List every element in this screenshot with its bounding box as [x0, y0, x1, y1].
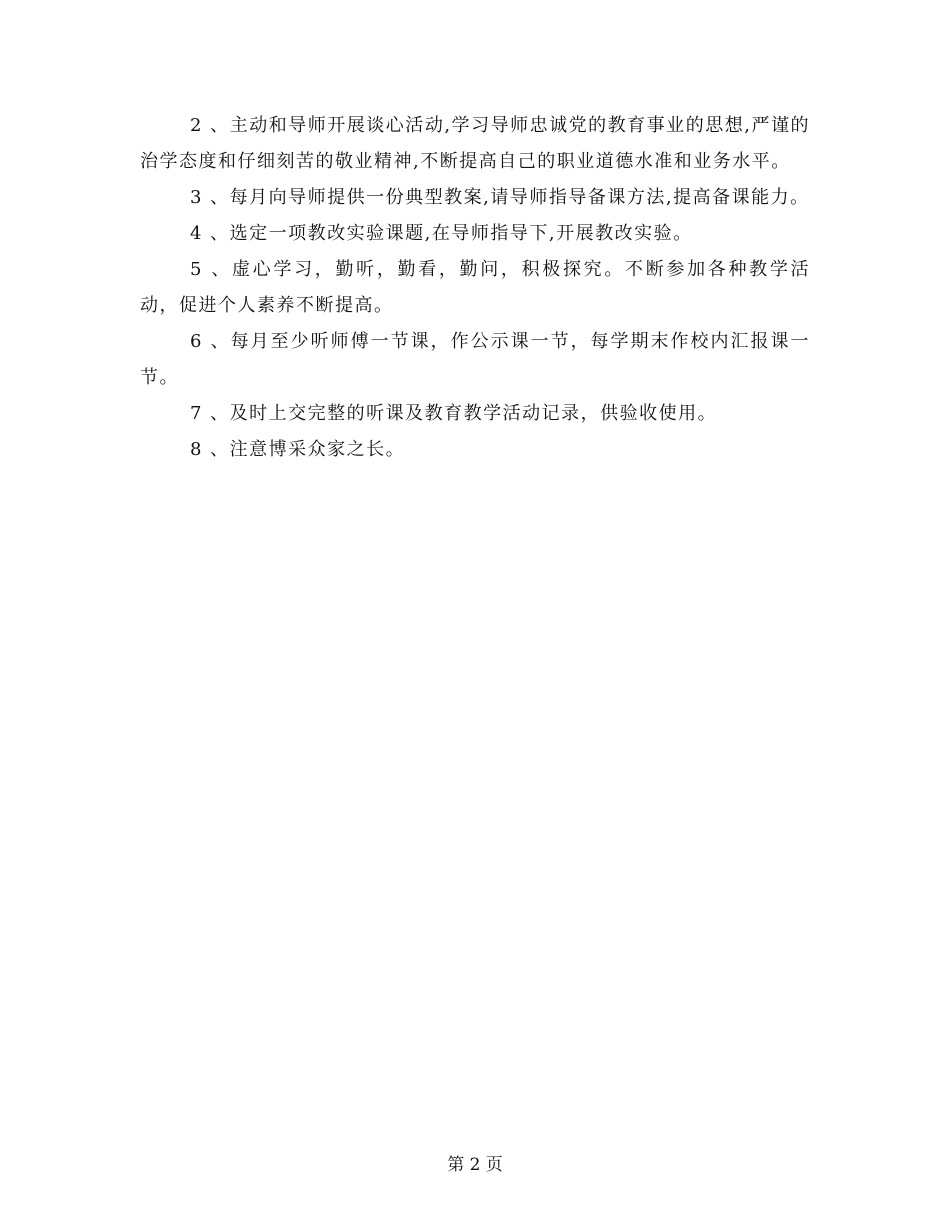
paragraph-item-8: 8 、注意博采众家之长。 [190, 439, 406, 460]
paragraph-item-6: 6 、每月至少听师傅一节课，作公示课一节，每学期末作校内汇报课一节。 [140, 331, 810, 388]
paragraph-item-3: 3 、每月向导师提供一份典型教案,请导师指导备课方法,提高备课能力。 [190, 187, 810, 208]
paragraph-item-5: 5 、虚心学习，勤听，勤看，勤问，积极探究。不断参加各种教学活动，促进个人素养不断提高。 [140, 259, 810, 316]
page-number: 第 2 页 [447, 1155, 503, 1175]
paragraph-item-2: 2 、主动和导师开展谈心活动,学习导师忠诚党的教育事业的思想,严谨的治学态度和仔细刻苦的敬业精神,不断提高自己的职业道德水准和业务水平。 [140, 115, 810, 172]
paragraph-item-4: 4 、选定一项教改实验课题,在导师指导下,开展教改实验。 [190, 223, 693, 244]
paragraph-item-7: 7 、及时上交完整的听课及教育教学活动记录，供验收使用。 [190, 403, 718, 424]
document-body [140, 108, 810, 468]
